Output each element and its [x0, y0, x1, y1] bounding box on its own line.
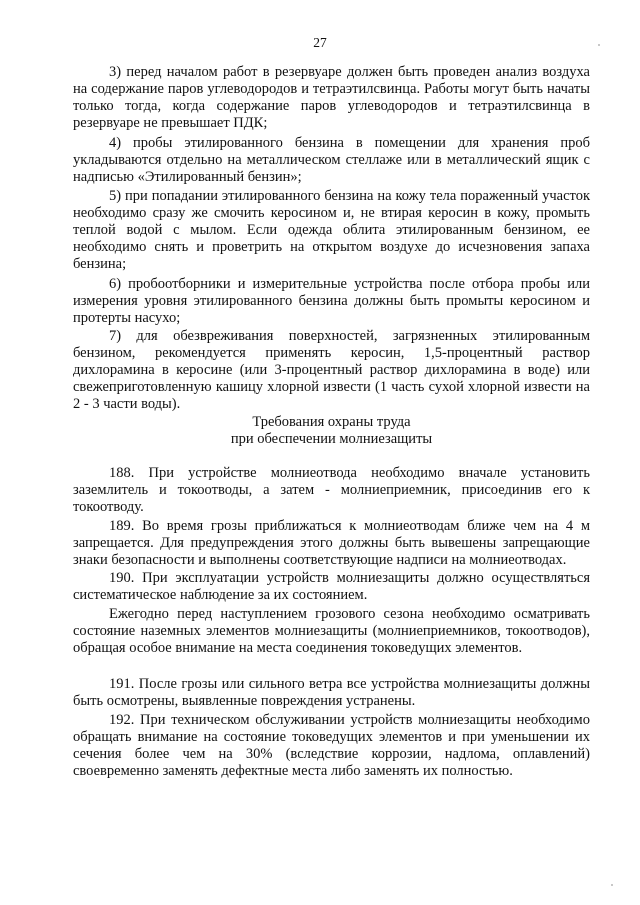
- paragraph-189: 189. Во время грозы приближаться к молниеотводам ближе чем на 4 м запрещается. Для предупреждения этого должны быть вывешены запрещающие знаки безопасности и выполнены соответствующие надписи на молниеотводах.: [73, 518, 590, 568]
- scan-speck: [611, 884, 613, 886]
- page-number: 27: [313, 35, 327, 50]
- paragraph-annual-inspection: Ежегодно перед наступлением грозового сезона необходимо осматривать состояние наземных элементов молниезащиты (молниеприемников, токоотводов), обращая особое внимание на места соединения токоведущих элементов.: [73, 606, 590, 656]
- section-heading-line-2: при обеспечении молниезащиты: [230, 431, 433, 447]
- paragraph-item-7: 7) для обезвреживания поверхностей, загрязненных этилированным бензином, рекомендуется применять керосин, 1,5-процентный раствор дихлорамина в керосине (или 3-процентный раствор дихлорамина в воде) или свежеприготовленную кашицу хлорной извести (1 часть сухой хлорной извести на 2 - 3 части воды).: [73, 328, 590, 412]
- paragraph-190: 190. При эксплуатации устройств молниезащиты должно осуществляться систематическое наблюдение за их состоянием.: [73, 570, 590, 603]
- paragraph-192: 192. При техническом обслуживании устройств молниезащиты необходимо обращать внимание на состояние токоведущих элементов и при уменьшении их сечения более чем на 30% (вследствие коррозии, надлома, оплавлений) своевременно заменять дефектные места либо заменять их полностью.: [73, 712, 590, 779]
- paragraph-item-3: 3) перед началом работ в резервуаре должен быть проведен анализ воздуха на содержание паров углеводородов и тетраэтилсвинца. Работы могут быть начаты только тогда, когда содержание паров углеводородов и тетраэтилсвинца в резервуаре не превышает ПДК;: [73, 64, 590, 131]
- paragraph-188: 188. При устройстве молниеотвода необходимо вначале установить заземлитель и токоотводы, а затем - молниеприемник, присоединив его к токоотводу.: [73, 465, 590, 515]
- section-heading-line-1: Требования охраны труда: [252, 414, 411, 430]
- paragraph-191: 191. После грозы или сильного ветра все устройства молниезащиты должны быть осмотрены, выявленные повреждения устранены.: [73, 676, 590, 709]
- paragraph-item-6: 6) пробоотборники и измерительные устройства после отбора пробы или измерения уровня этилированного бензина должны быть промыты керосином и протерты насухо;: [73, 276, 590, 326]
- scan-speck: [598, 44, 600, 46]
- paragraph-item-5: 5) при попадании этилированного бензина на кожу тела пораженный участок необходимо сразу же смочить керосином и, не втирая керосин в кожу, промыть теплой водой с мылом. Если одежда облита этилированным бензином, ее необходимо снять и проветрить на открытом воздухе до исчезновения запаха бензина;: [73, 188, 590, 272]
- section-heading: [73, 414, 590, 448]
- paragraph-item-4: 4) пробы этилированного бензина в помещении для хранения проб укладываются отдельно на металлическом стеллаже или в металлический ящик с надписью «Этилированный бензин»;: [73, 135, 590, 185]
